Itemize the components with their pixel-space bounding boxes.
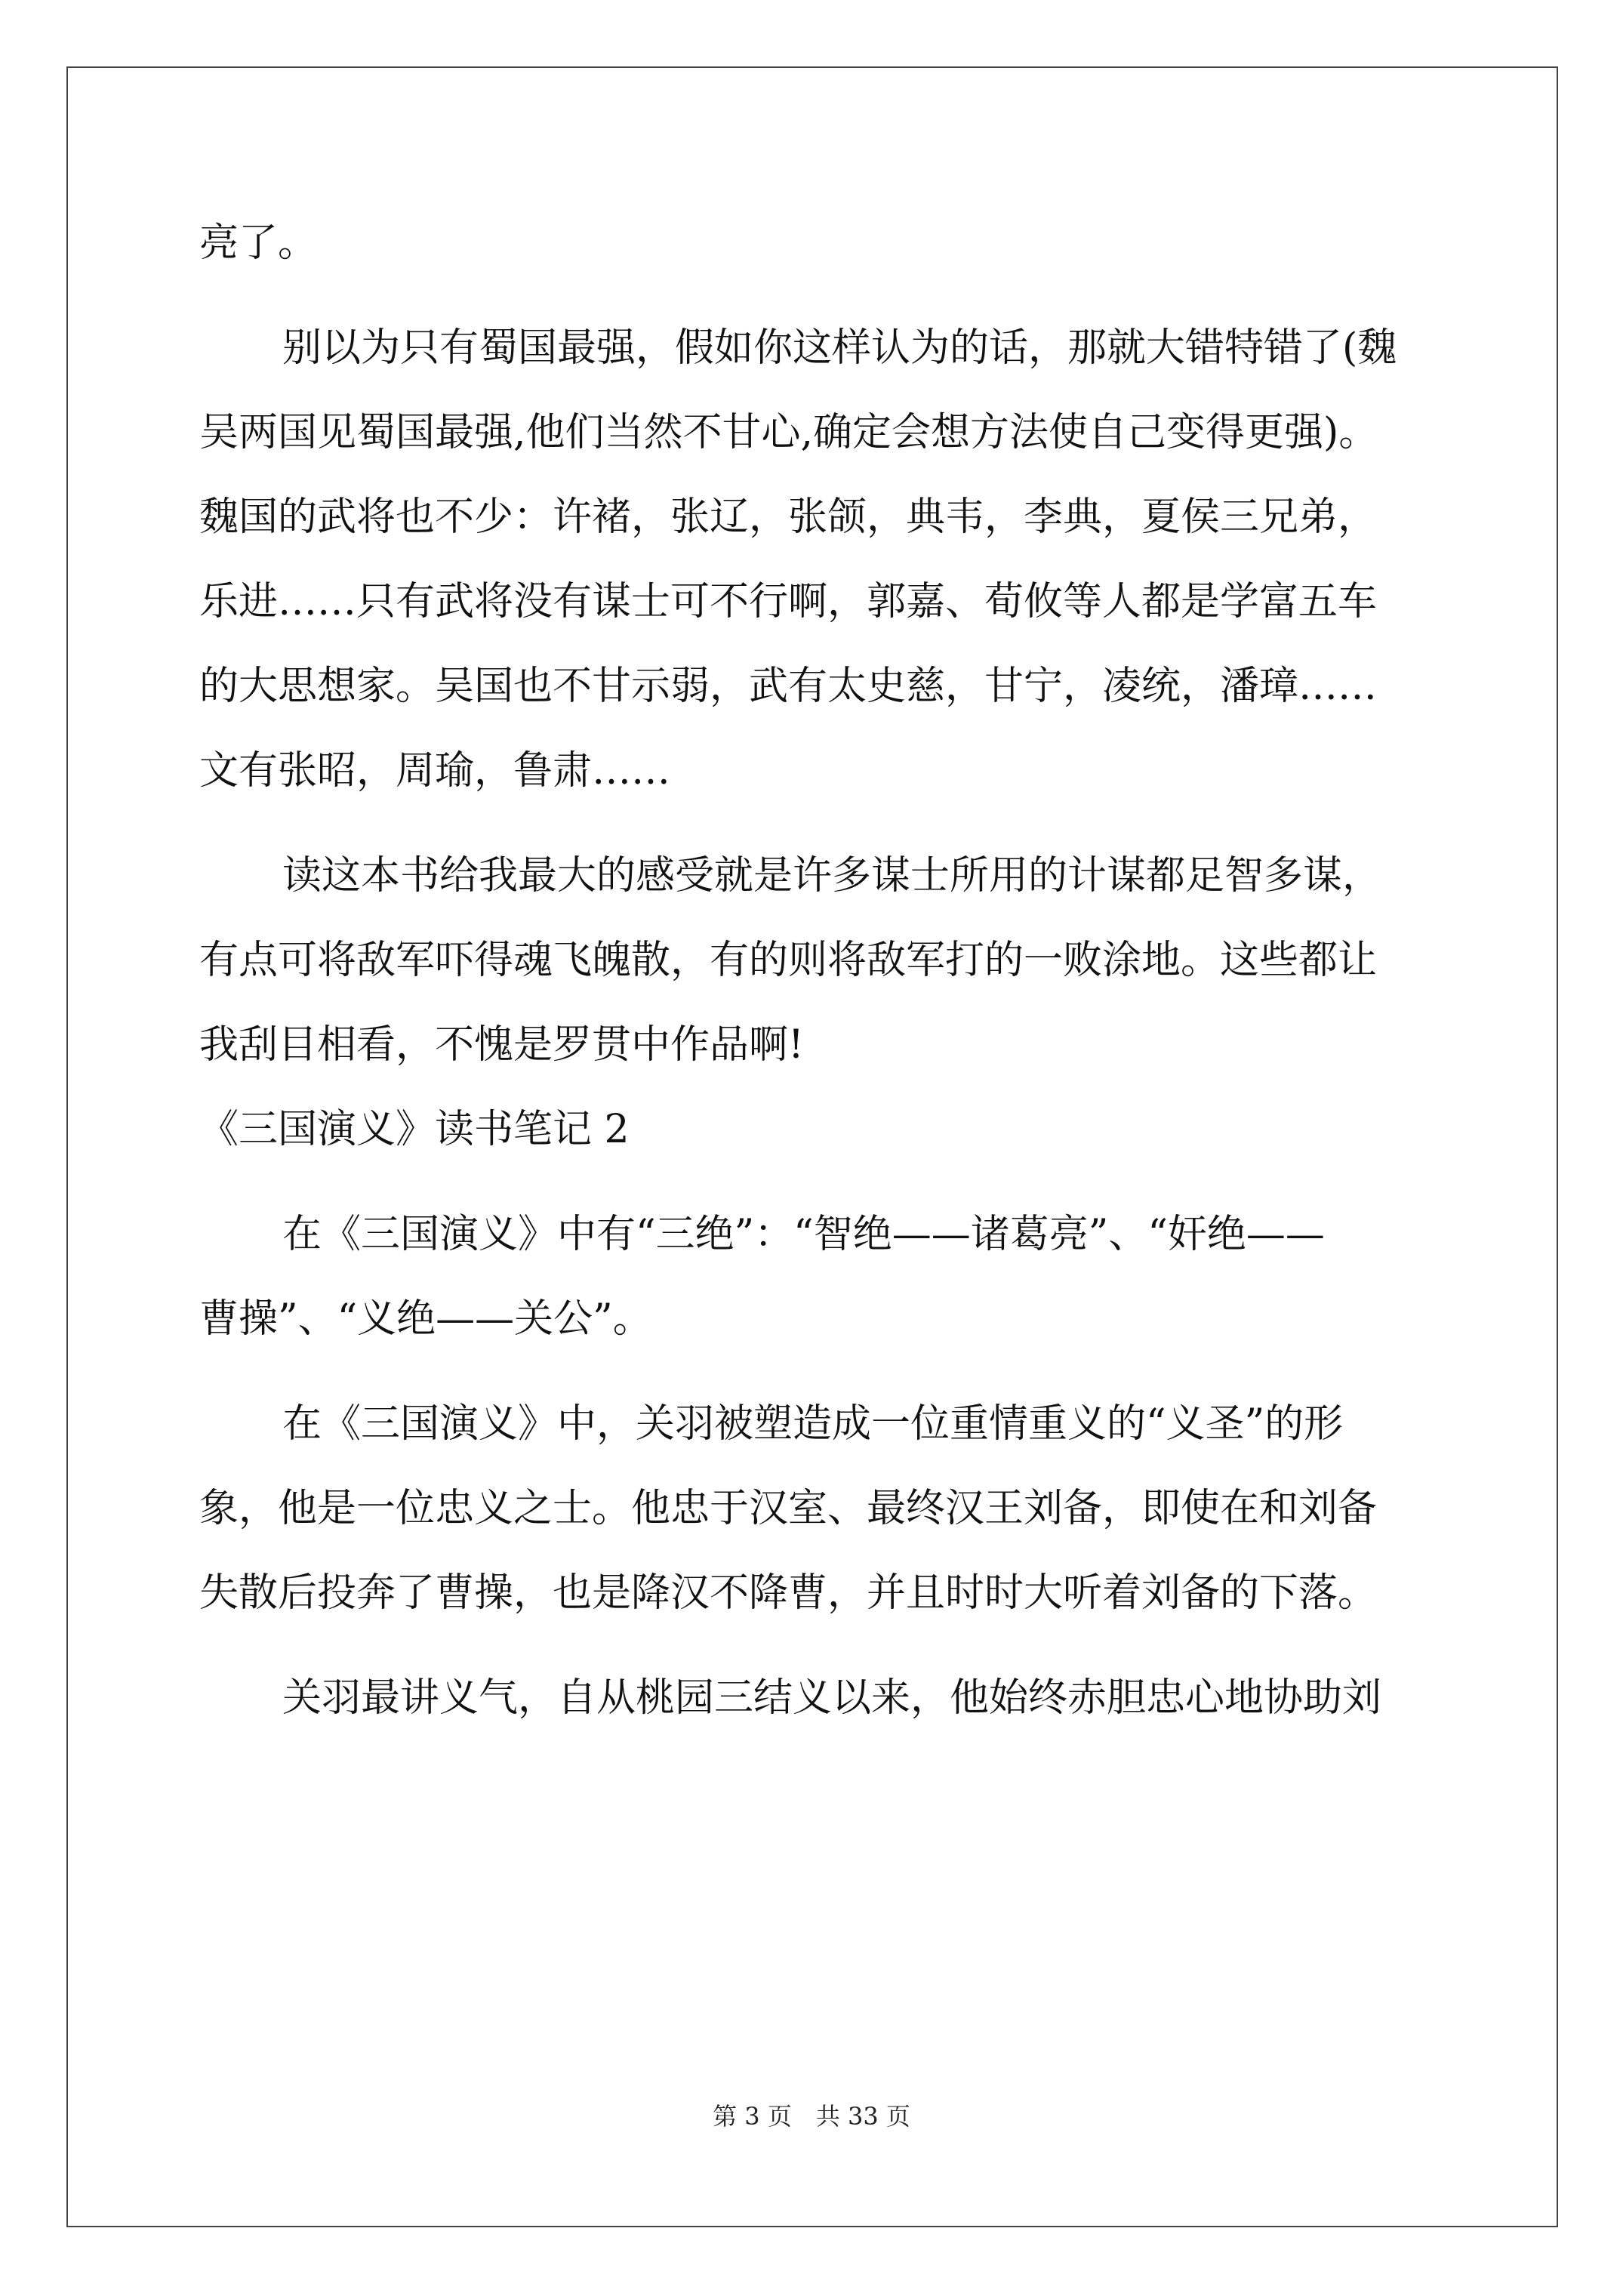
- text-line: 的大思想家。吴国也不甘示弱，武有太史慈，甘宁，凌统，潘璋……: [199, 664, 1378, 709]
- paragraph: [199, 1656, 1422, 1740]
- paragraph: [199, 1192, 1422, 1361]
- text-line: 在《三国演义》中有“三绝”：“智绝——诸葛亮”、“奸绝——: [282, 1212, 1325, 1257]
- text-line: 亮了。: [199, 220, 318, 266]
- document-body: [199, 201, 1422, 1740]
- text-line: 读这本书给我最大的感受就是许多谋士所用的计谋都足智多谋，: [282, 853, 1382, 898]
- paragraph: [199, 306, 1422, 813]
- section-heading: [199, 1087, 1422, 1172]
- heading-text: 《三国演义》读书笔记 2: [199, 1107, 630, 1152]
- text-line: 别以为只有蜀国最强，假如你这样认为的话，那就大错特错了(魏: [282, 325, 1397, 371]
- text-line: 曹操”、“义绝——关公”。: [199, 1296, 652, 1342]
- text-line: 象，他是一位忠义之士。他忠于汉室、最终汉王刘备，即使在和刘备: [199, 1486, 1378, 1531]
- text-line: 我刮目相看，不愧是罗贯中作品啊!: [199, 1022, 804, 1068]
- text-line: 失散后投奔了曹操，也是降汉不降曹，并且时时大听着刘备的下落。: [199, 1570, 1378, 1616]
- page-number-footer: 第 3 页 共 33 页: [713, 2102, 910, 2131]
- paragraph: [199, 1382, 1422, 1635]
- paragraph: [199, 834, 1422, 1087]
- text-line: 文有张昭，周瑜，鲁肃……: [199, 748, 671, 794]
- text-line: 在《三国演义》中，关羽被塑造成一位重情重义的“义圣”的形: [282, 1401, 1344, 1447]
- text-line: 魏国的武将也不少：许褚，张辽，张颌，典韦，李典，夏侯三兄弟，: [199, 495, 1378, 540]
- paragraph: [199, 201, 1422, 285]
- text-line: 有点可将敌军吓得魂飞魄散，有的则将敌军打的一败涂地。这些都让: [199, 938, 1378, 983]
- text-line: 关羽最讲义气，自从桃园三结义以来，他始终赤胆忠心地协助刘: [282, 1675, 1382, 1721]
- text-line: 乐进……只有武将没有谋士可不行啊，郭嘉、荀攸等人都是学富五车: [199, 579, 1378, 624]
- text-line: 吴两国见蜀国最强,他们当然不甘心,确定会想方法使自己变得更强)。: [199, 410, 1378, 455]
